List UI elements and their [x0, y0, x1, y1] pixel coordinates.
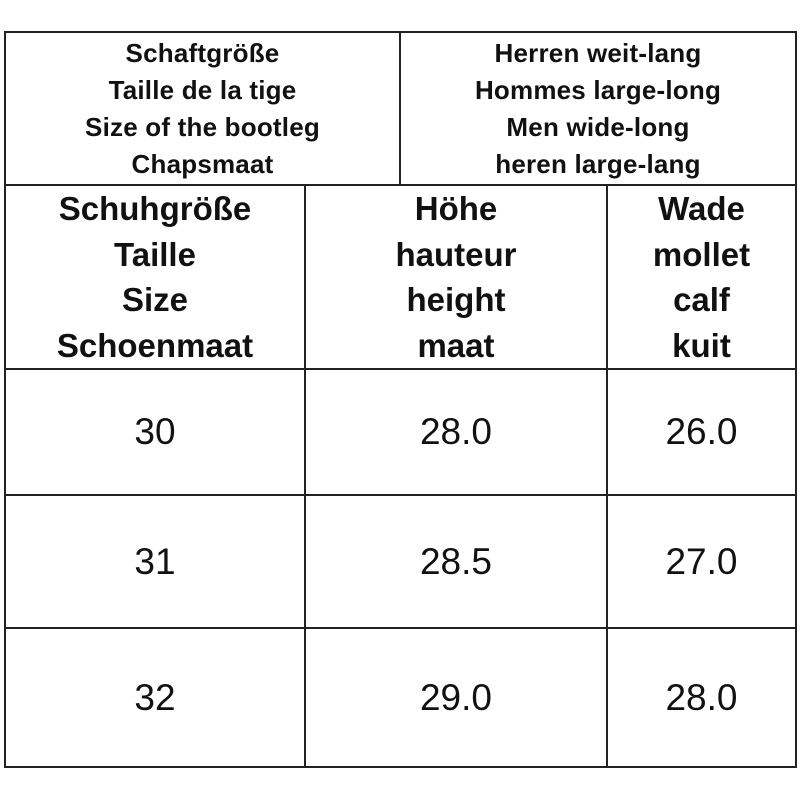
text-line: Schuhgröße: [58, 190, 252, 227]
text-line: Size of the bootleg: [85, 111, 320, 142]
text-line: Schaftgröße: [125, 37, 280, 68]
text-line: mollet: [652, 235, 751, 273]
column-header-shoe-size: [6, 186, 304, 368]
text-line: height: [406, 281, 506, 318]
text-line: Taille: [114, 235, 196, 273]
bootleg-size-label: [6, 33, 399, 184]
text-line: Wade: [658, 190, 745, 227]
table-cell-calf: 28.0: [665, 676, 738, 718]
text-line: Men wide-long: [506, 111, 690, 142]
column-header-calf: [608, 186, 795, 368]
table-cell-height: 28.0: [419, 411, 492, 452]
fit-type-label: [401, 33, 795, 184]
table-cell-calf: 27.0: [665, 540, 738, 582]
text-line: Taille de la tige: [108, 74, 297, 105]
text-line: Hommes large-long: [474, 74, 722, 105]
table-cell-shoe-size: 30: [134, 411, 176, 452]
text-line: maat: [417, 326, 495, 364]
text-line: Chapsmaat: [131, 148, 274, 179]
text-line: Herren weit-lang: [494, 37, 702, 68]
table-cell-height: 28.5: [419, 540, 492, 582]
table-cell-shoe-size: 32: [134, 676, 176, 718]
text-line: hauteur: [395, 235, 517, 273]
text-line: Schoenmaat: [56, 326, 254, 364]
text-line: kuit: [672, 326, 731, 364]
table-cell-calf: 26.0: [665, 411, 738, 452]
table-cell-shoe-size: 31: [134, 540, 176, 582]
text-line: Size: [121, 281, 189, 318]
column-header-height: [306, 186, 606, 368]
text-line: Höhe: [414, 190, 498, 227]
text-line: heren large-lang: [495, 148, 701, 179]
text-line: calf: [673, 281, 730, 318]
table-cell-height: 29.0: [419, 676, 492, 718]
